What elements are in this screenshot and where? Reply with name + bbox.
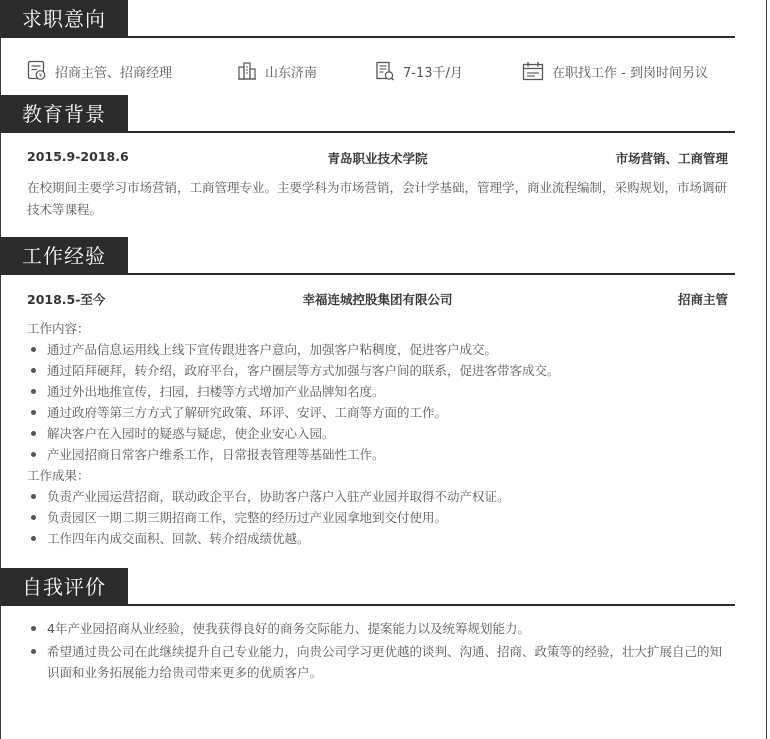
list-item: 解决客户在入园时的疑惑与疑虑，使企业安心入园。 [27,423,732,444]
section-self-eval [0,568,735,606]
education-school: 青岛职业技术学院 [327,151,428,166]
section-header [0,0,735,38]
page-border [766,0,767,739]
section-job-intent [0,0,735,38]
self-eval-details [27,618,727,685]
list-item: 负责产业园运营招商，联动政企平台，协助客户落户入驻产业园并取得不动产权证。 [27,486,732,507]
intent-city-text: 山东济南 [265,65,318,81]
calendar-icon [522,61,544,81]
work-role: 招商主管 [677,292,728,307]
salary-icon [375,61,395,81]
section-header [0,237,735,275]
section-divider [0,36,735,38]
list-item: 通过陌拜硬拜，转介绍，政府平台，客户圈层等方式加强与客户间的联系，促进客带客成交。 [27,360,732,381]
list-item: 负责园区一期二期三期招商工作，完整的经历过产业园拿地到交付使用。 [27,507,732,528]
list-item: 产业园招商日常客户维系工作，日常报表管理等基础性工作。 [27,444,732,465]
work-entry-header [27,290,728,308]
list-item: 工作四年内成交面积、回款、转介绍成绩优越。 [27,528,732,549]
section-title: 求职意向 [0,0,128,38]
list-item: 4年产业园招商从业经验，使我获得良好的商务交际能力、提案能力以及统筹规划能力。 [27,618,727,639]
building-icon [237,61,257,81]
section-title: 教育背景 [0,95,128,133]
list-item: 通过外出地推宣传，扫园，扫楼等方式增加产业品牌知名度。 [27,381,732,402]
section-title: 自我评价 [0,568,128,606]
list-item: 希望通过贵公司在此继续提升自己专业能力，向贵公司学习更优越的谈判、沟通、招商、政策等的经验，壮大扩展自己的知识面和业务拓展能力给贵司带来更多的优质客户。 [27,641,727,683]
position-icon [27,60,47,82]
list-item: 通过产品信息运用线上线下宣传跟进客户意向，加强客户粘稠度，促进客户成交。 [27,339,732,360]
work-content-label: 工作内容： [27,321,90,336]
section-divider [0,604,735,606]
intent-position [27,58,172,84]
section-header [0,95,735,133]
section-work [0,237,735,275]
education-entry-header [27,149,728,167]
section-divider [0,273,735,275]
section-divider [0,131,735,133]
work-period: 2018.5-至今 [27,292,106,307]
svg-text:¥: ¥ [38,73,43,80]
work-result-list [27,486,732,549]
work-content-list [27,339,732,465]
education-description: 在校期间主要学习市场营销，工商管理专业。主要学科为市场营销，会计学基础，管理学，商业流程编制，采购规划，市场调研技术等课程。 [27,180,728,217]
job-intent-row [27,58,727,84]
section-title: 工作经验 [0,237,128,275]
list-item: 通过政府等第三方方式了解研究政策、环评、安评、工商等方面的工作。 [27,402,732,423]
education-period: 2015.9-2018.6 [27,149,129,164]
intent-city [237,58,317,84]
work-company: 幸福连城控股集团有限公司 [302,292,453,307]
intent-salary-text: 7-13千/月 [403,65,463,81]
intent-status [522,58,708,84]
intent-status-text: 在职找工作 - 到岗时间另议 [552,65,708,81]
work-details [27,318,732,549]
education-major: 市场营销、工商管理 [615,151,728,166]
self-eval-list [27,618,727,683]
work-result-label: 工作成果： [27,468,90,483]
section-education [0,95,735,133]
intent-position-text: 招商主管、招商经理 [55,65,173,81]
intent-salary [375,58,463,84]
section-header [0,568,735,606]
